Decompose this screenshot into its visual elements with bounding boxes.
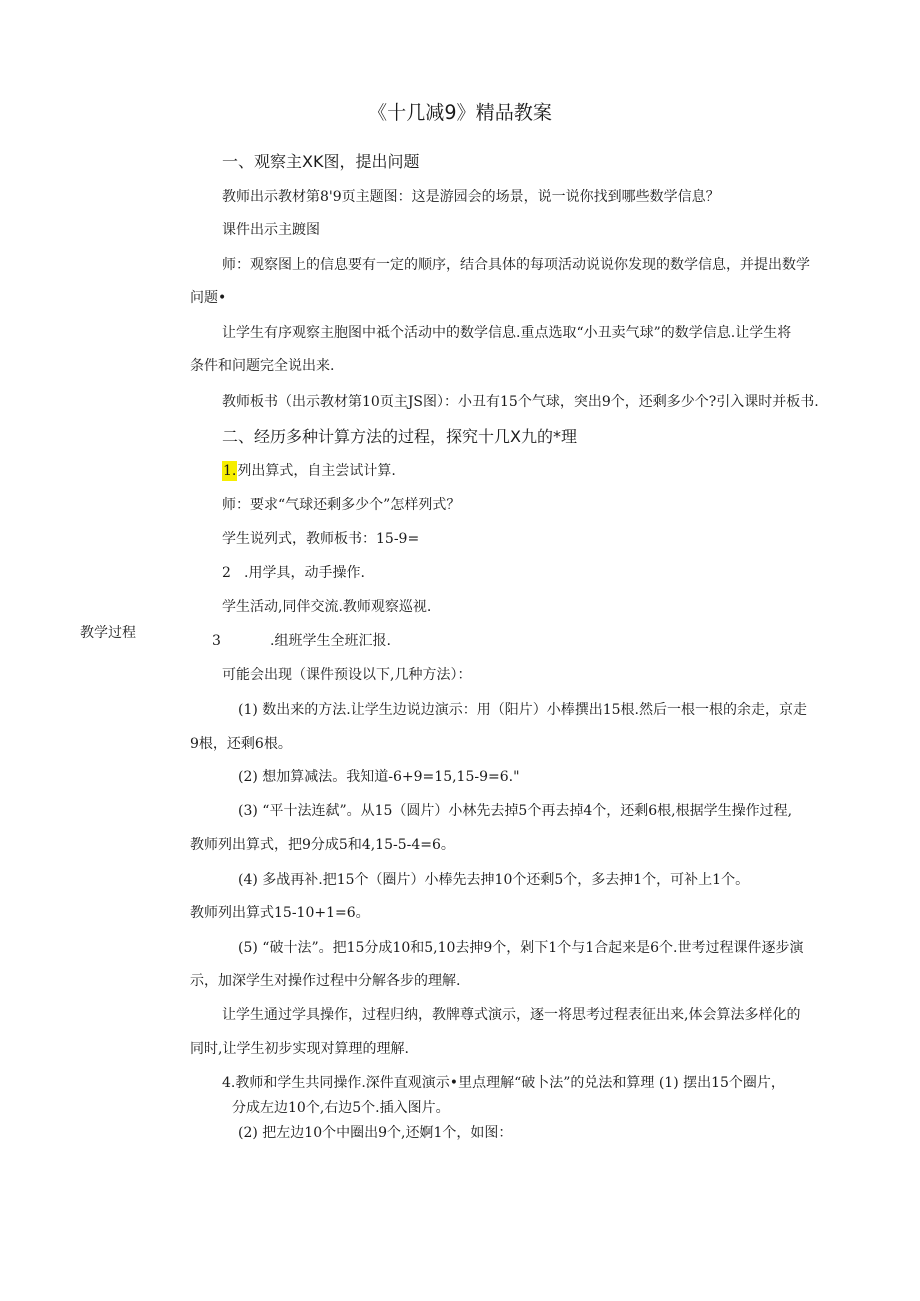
method-1-continuation: 9根，还剩6根。: [190, 736, 292, 752]
step-4: 4.教师和学生共同操作.深件直观演示•里点理解“破卜法”的兑法和算理 (1) 摆出15个圈片，: [222, 1075, 785, 1091]
paragraph-continuation: 问题•: [190, 290, 227, 306]
step-4-substep: (2) 把左边10个中圈出9个,还婀1个，如图：: [238, 1125, 513, 1141]
summary-paragraph: 让学生通过学具操作，过程归纳，教牌尊式演示，逐一将思考过程表征出来,体会算法多样化的: [222, 1007, 801, 1023]
step-3-text: .组班学生全班汇报.: [270, 633, 391, 649]
step-2-text: .用学具，动手操作.: [244, 565, 365, 581]
method-3-continuation: 教师列出算式，把9分成5和4,15-5-4=6。: [190, 837, 455, 853]
paragraph: 教师板书（出示教材第10页主JS图）：小丑有15个气球，突出9个，还剩多少个?引入课时并板书.: [222, 394, 819, 410]
paragraph: 师：观察图上的信息要有一定的顺序，结合具体的每项活动说说你发现的数学信息，并提出数学: [222, 257, 810, 273]
step-4-continuation: 分成左边10个,右边5个.插入图片。: [232, 1100, 450, 1116]
paragraph: 让学生有序观察主胞图中祗个活动中的数学信息.重点选取“小丑卖气球”的数学信息.让学生将: [222, 325, 792, 341]
step-1: [222, 462, 396, 480]
method-2: (2) 想加算减法。我知道-6+9=15,15-9=6.": [238, 769, 520, 785]
paragraph: 教师出示教材第8'9页主题图：这是游园会的场景，说一说你找到哪些数学信息？: [222, 189, 720, 205]
step-text: 列出算式，自主尝试计算.: [237, 463, 396, 479]
method-5-continuation: 示，加深学生对操作过程中分解各步的理解.: [190, 973, 461, 989]
method-5: (5) “破十法”。把15分成10和5,10去抻9个，剁下1个与1合起来是6个.世考过程课件逐步演: [238, 940, 804, 956]
method-4-continuation: 教师列出算式15-10+1=6。: [190, 905, 370, 921]
paragraph: 师：要求“气球还剩多少个”怎样列式？: [222, 497, 461, 513]
page-title: 《十几减9》精品教案: [368, 101, 552, 124]
paragraph: 学生说列式，教师板书：15-9=: [222, 531, 420, 547]
method-1: (1) 数出来的方法.让学生边说边演示：用（阳片）小棒撰出15根.然后一根一根的余走，京走: [238, 702, 807, 718]
paragraph: 可能会出现（课件预设以下,几种方法）：: [222, 667, 472, 683]
step-3-number: 3: [212, 633, 221, 649]
paragraph: 课件出示主踱图: [222, 222, 320, 238]
paragraph: 学生活动,同伴交流.教师观察巡视.: [222, 599, 432, 615]
section1-heading: 一、观察主XK图，提出问题: [222, 152, 420, 171]
step-2-number: 2: [222, 565, 231, 581]
paragraph-continuation: 条件和问题完全说出来.: [190, 358, 335, 374]
step-number-highlight: 1.: [223, 463, 237, 479]
section2-heading: 二、经历多种计算方法的过程，探究十几X九的*理: [222, 427, 577, 446]
method-4: (4) 多战再补.把15个（圈片）小棒先去抻10个还剩5个，多去抻1个，可补上1个。: [238, 872, 750, 888]
summary-continuation: 同时,让学生初步实现对算理的理解.: [190, 1041, 409, 1057]
method-3: (3) “平十法连弑”。从15（圆片）小林先去掉5个再去掉4个，还剩6根,根据学生操作过程,: [238, 803, 793, 819]
side-label: 教学过程: [80, 625, 136, 641]
